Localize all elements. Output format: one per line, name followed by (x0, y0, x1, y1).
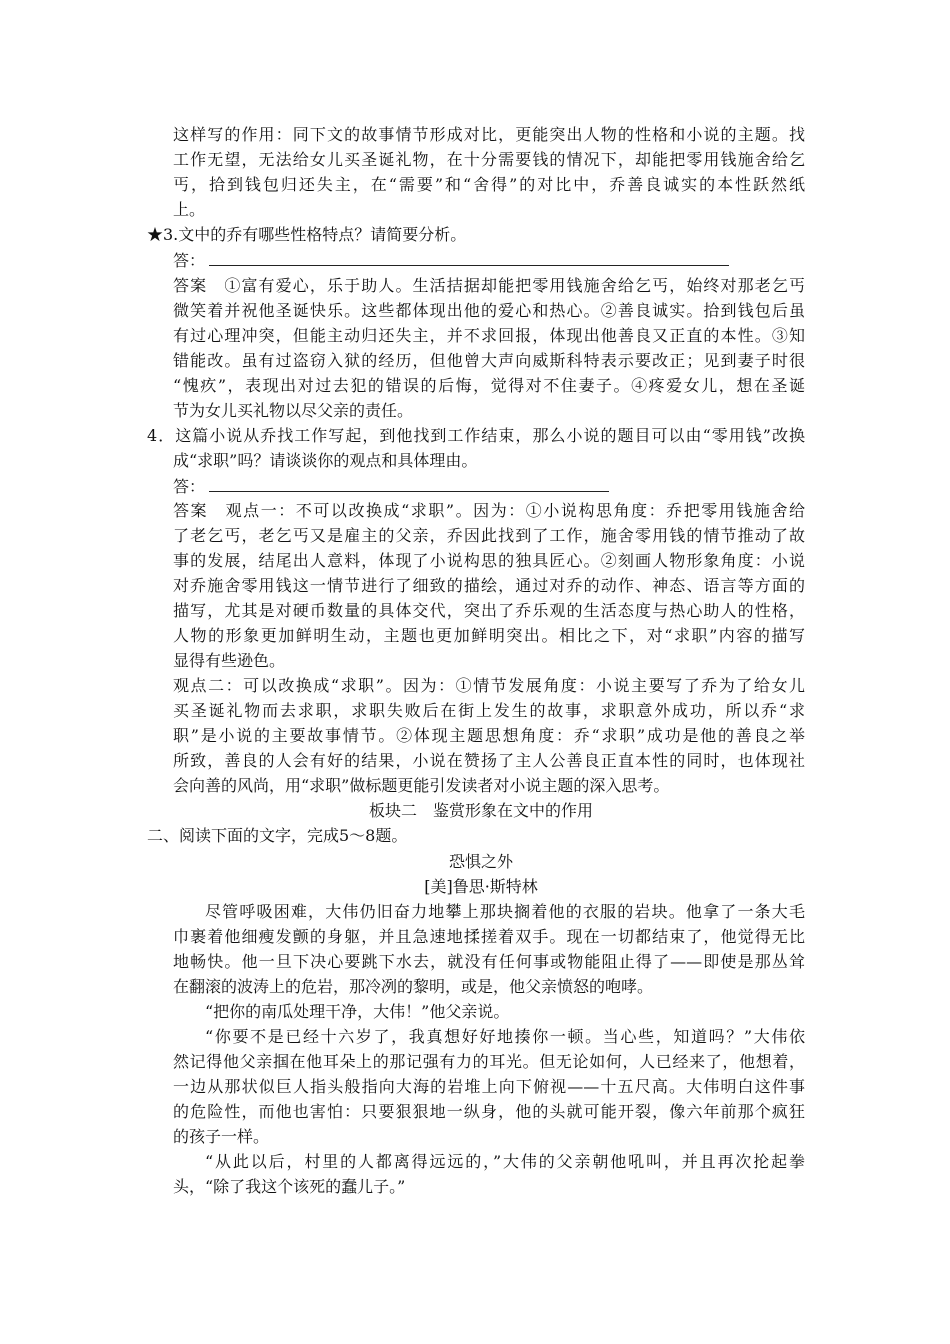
question-3-title: ★3.文中的乔有哪些性格特点？请简要分析。 (147, 225, 467, 244)
story-line: 的危险性，而他也害怕：只要狠狠地一纵身，他的头就可能开裂，像六年前那个疯狂 (173, 1102, 805, 1121)
question-4-title-cont: 成“求职”吗？请谈谈你的观点和具体理由。 (173, 451, 478, 470)
story-title: 恐惧之外 (448, 852, 513, 871)
answer-line: 节为女儿买礼物以尽父亲的责任。 (173, 401, 414, 420)
answer-line: 了老乞丐，老乞丐又是雇主的父亲，乔因此找到了工作，施舍零用钱的情节推动了故 (173, 526, 805, 545)
answer-line: 职”是小说的主要故事情节。②体现主题思想角度：乔“求职”成功是他的善良之举 (173, 726, 805, 745)
section-heading: 板块二 鉴赏形象在文中的作用 (368, 801, 593, 820)
answer-line: 买圣诞礼物而去求职，求职失败后在街上发生的故事，求职意外成功，所以乔“求 (173, 701, 805, 720)
story-line: “把你的南瓜处理干净，大伟！”他父亲说。 (205, 1002, 510, 1021)
story-line: 巾裹着他细瘦发颤的身躯，并且急速地揉搓着双手。现在一切都结束了，他觉得无比 (173, 927, 805, 946)
answer-line: 错能改。虽有过盗窃入狱的经历，但他曾大声向威斯科特表示要改正；见到妻子时很 (173, 351, 805, 370)
story-line: “从此以后，村里的人都离得远远的，”大伟的父亲朝他吼叫，并且再次抡起拳 (205, 1152, 805, 1171)
answer-line: 所致，善良的人会有好的结果，小说在赞扬了主人公善良正直本性的同时，也体现社 (173, 751, 805, 770)
answer-line: 会向善的风尚，用“求职”做标题更能引发读者对小说主题的深入思考。 (173, 776, 670, 795)
text-line: 工作无望，无法给女儿买圣诞礼物，在十分需要钱的情况下，却能把零用钱施舍给乞 (173, 150, 805, 169)
answer-blank-4 (173, 476, 609, 498)
answer-blank-3 (173, 250, 729, 272)
answer-line: 描写，尤其是对硬币数量的具体交代，突出了乔乐观的生活态度与热心助人的性格， (173, 601, 805, 620)
answer-label: 答： (173, 251, 206, 270)
answer-underline (209, 476, 609, 492)
answer-line: 微笑着并祝他圣诞快乐。这些都体现出他的爱心和热心。②善良诚实。拾到钱包后虽 (173, 301, 805, 320)
answer-line: “愧疚”，表现出对过去犯的错误的后悔，觉得对不住妻子。④疼爱女儿，想在圣诞 (173, 376, 805, 395)
answer-underline (209, 250, 729, 266)
answer-line: 人物的形象更加鲜明生动，主题也更加鲜明突出。相比之下，对“求职”内容的描写 (173, 626, 805, 645)
answer-line: 事的发展，结尾出人意料，体现了小说构思的独具匠心。②刻画人物形象角度：小说 (173, 551, 805, 570)
answer-line: 有过心理冲突，但能主动归还失主，并不求回报，体现出他善良又正直的本性。③知 (173, 326, 805, 345)
answer-line: 显得有些逊色。 (173, 651, 286, 670)
answer-line: 答案 ①富有爱心，乐于助人。生活拮据却能把零用钱施舍给乞丐，始终对那老乞丐 (173, 276, 805, 295)
part-instruction: 二、阅读下面的文字，完成5～8题。 (147, 826, 408, 845)
story-line: 然记得他父亲掴在他耳朵上的那记强有力的耳光。但无论如何，人已经来了，他想着， (173, 1052, 805, 1071)
answer-line: 对乔施舍零用钱这一情节进行了细致的描绘，通过对乔的动作、神态、语言等方面的 (173, 576, 805, 595)
story-line: 的孩子一样。 (173, 1127, 270, 1146)
question-4-title: 4．这篇小说从乔找工作写起，到他找到工作结束，那么小说的题目可以由“零用钱”改换 (147, 426, 805, 445)
story-line: 头，“除了我这个该死的蠢儿子。” (173, 1177, 406, 1196)
story-author: [美]鲁思·斯特林 (424, 877, 538, 896)
text-line: 丐，拾到钱包归还失主，在“需要”和“舍得”的对比中，乔善良诚实的本性跃然纸 (173, 175, 805, 194)
answer-label: 答： (173, 477, 206, 496)
story-line: 在翻滚的波涛上的危岩，那冷冽的黎明，或是，他父亲愤怒的咆哮。 (173, 977, 654, 996)
story-line: 一边从那状似巨人指头般指向大海的岩堆上向下俯视——十五尺高。大伟明白这件事 (173, 1077, 805, 1096)
answer-line: 答案 观点一：不可以改换成“求职”。因为：①小说构思角度：乔把零用钱施舍给 (173, 501, 805, 520)
answer-line: 观点二：可以改换成“求职”。因为：①情节发展角度：小说主要写了乔为了给女儿 (173, 676, 805, 695)
story-line: “你要不是已经十六岁了，我真想好好地揍你一顿。当心些，知道吗？”大伟依 (205, 1027, 805, 1046)
story-line: 尽管呼吸困难，大伟仍旧奋力地攀上那块搁着他的衣服的岩块。他拿了一条大毛 (205, 902, 805, 921)
story-line: 地畅快。他一旦下决心要跳下水去，就没有任何事或物能阻止得了——即使是那丛耸 (173, 952, 805, 971)
text-line: 上。 (173, 200, 206, 219)
text-line: 这样写的作用：同下文的故事情节形成对比，更能突出人物的性格和小说的主题。找 (173, 125, 805, 144)
